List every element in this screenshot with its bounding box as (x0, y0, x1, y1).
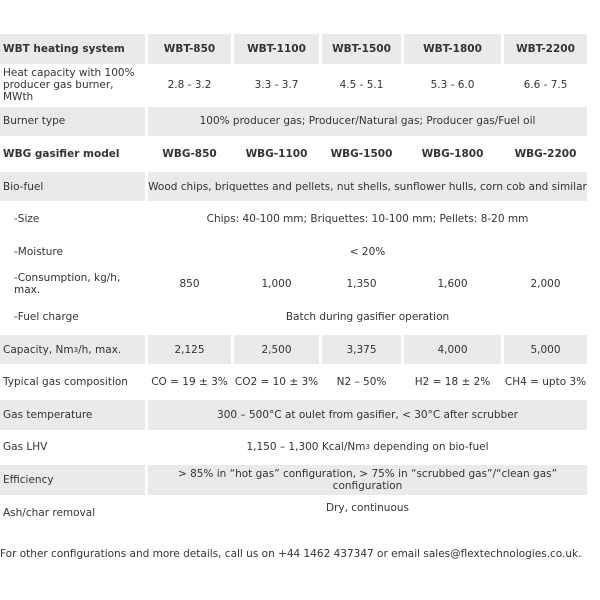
capacity-label: Capacity, Nm 3 /h, max. (0, 335, 145, 368)
wbg-header-row (0, 139, 597, 172)
gas-composition-value: CO = 19 ± 3% (148, 367, 231, 400)
biofuel-label: Bio-fuel (0, 172, 145, 205)
ash-removal-row (0, 498, 597, 531)
consumption-label: -Consumption, kg/h, max. (0, 270, 145, 303)
consumption-value: 850 (148, 270, 231, 303)
contact-footnote: For other configurations and more details, call us on +44 1462 437347 or email sales@flextechnologies.co.uk. (0, 548, 582, 560)
size-row (0, 204, 597, 237)
gas-composition-row (0, 367, 597, 400)
capacity-label-unit: /h, max. (78, 343, 122, 356)
capacity-value: 4,000 (404, 335, 501, 368)
heat-capacity-row (0, 67, 597, 107)
wbt-model: WBT-2200 (504, 34, 587, 67)
size-value: Chips: 40-100 mm; Briquettes: 10-100 mm; Pellets: 8-20 mm (148, 204, 587, 237)
gas-composition-value: H2 = 18 ± 2% (404, 367, 501, 400)
wbg-model: WBG-2200 (504, 139, 587, 172)
heat-capacity-value: 4.5 - 5.1 (322, 67, 401, 107)
moisture-row (0, 237, 597, 270)
heat-capacity-value: 3.3 - 3.7 (234, 67, 319, 107)
size-label: -Size (0, 204, 145, 237)
wbg-header-label: WBG gasifier model (0, 139, 145, 172)
wbg-model: WBG-1500 (322, 139, 401, 172)
biofuel-row (0, 172, 597, 205)
wbg-model: WBG-1800 (404, 139, 501, 172)
burner-type-value: 100% producer gas; Producer/Natural gas; Producer gas/Fuel oil (148, 107, 587, 140)
biofuel-value: Wood chips, briquettes and pellets, nut shells, sunflower hulls, corn cob and similar (148, 172, 587, 205)
wbt-model: WBT-1100 (234, 34, 319, 67)
wbg-model: WBG-1100 (234, 139, 319, 172)
heat-capacity-value: 6.6 - 7.5 (504, 67, 587, 107)
gas-lhv-suffix: depending on bio-fuel (369, 441, 489, 454)
wbt-header-row (0, 34, 597, 67)
fuel-charge-value: Batch during gasifier operation (148, 302, 587, 335)
ash-removal-label: Ash/char removal (0, 498, 145, 531)
spec-table (0, 34, 597, 530)
capacity-value: 2,125 (148, 335, 231, 368)
capacity-value: 2,500 (234, 335, 319, 368)
gas-composition-label: Typical gas composition (0, 367, 145, 400)
moisture-value: < 20% (148, 237, 587, 270)
gas-temperature-row (0, 400, 597, 433)
gas-composition-value: CH4 = upto 3% (504, 367, 587, 400)
gas-composition-value: CO2 = 10 ± 3% (234, 367, 319, 400)
gas-temperature-label: Gas temperature (0, 400, 145, 433)
consumption-value: 1,600 (404, 270, 501, 303)
burner-type-row (0, 107, 597, 140)
consumption-row (0, 270, 597, 303)
efficiency-label: Efficiency (0, 465, 145, 498)
heat-capacity-label: Heat capacity with 100% producer gas burner, MWth (0, 67, 145, 107)
gas-lhv-text: 1,150 – 1,300 Kcal/Nm (246, 441, 366, 454)
consumption-value: 1,000 (234, 270, 319, 303)
efficiency-value: > 85% in “hot gas” configuration, > 75% in “scrubbed gas”/“clean gas” configuration (148, 465, 587, 498)
gas-composition-value: N2 – 50% (322, 367, 401, 400)
moisture-label: -Moisture (0, 237, 145, 270)
capacity-row (0, 335, 597, 368)
burner-type-label: Burner type (0, 107, 145, 140)
wbt-model: WBT-1800 (404, 34, 501, 67)
ash-removal-value: Dry, continuous (148, 498, 587, 531)
fuel-charge-row (0, 302, 597, 335)
gas-lhv-label: Gas LHV (0, 433, 145, 466)
consumption-value: 2,000 (504, 270, 587, 303)
gas-lhv-row (0, 433, 597, 466)
efficiency-row (0, 465, 597, 498)
wbt-model: WBT-1500 (322, 34, 401, 67)
gas-temperature-value: 300 – 500°C at oulet from gasifier, < 30°C after scrubber (148, 400, 587, 433)
wbt-header-label: WBT heating system (0, 34, 145, 67)
consumption-value: 1,350 (322, 270, 401, 303)
gas-lhv-value: 1,150 – 1,300 Kcal/Nm 3 depending on bio-fuel (148, 433, 587, 466)
capacity-value: 3,375 (322, 335, 401, 368)
capacity-value: 5,000 (504, 335, 587, 368)
wbg-model: WBG-850 (148, 139, 231, 172)
wbt-model: WBT-850 (148, 34, 231, 67)
heat-capacity-value: 5.3 - 6.0 (404, 67, 501, 107)
capacity-label-text: Capacity, Nm (3, 343, 74, 356)
heat-capacity-value: 2.8 - 3.2 (148, 67, 231, 107)
fuel-charge-label: -Fuel charge (0, 302, 145, 335)
